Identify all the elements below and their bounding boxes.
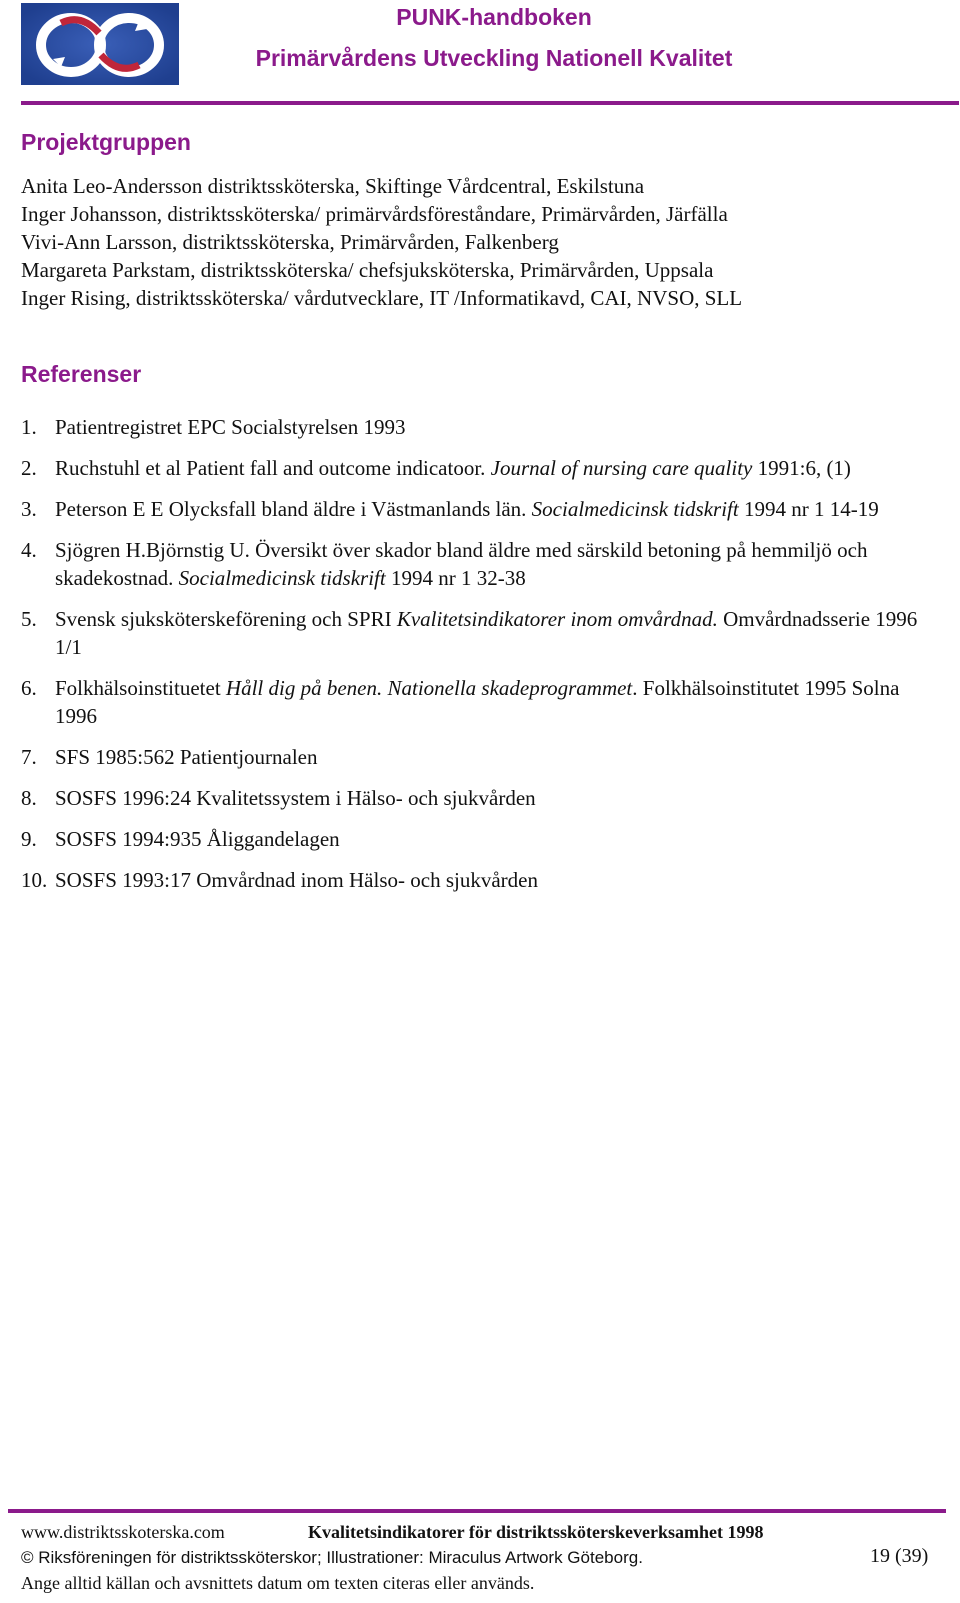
page-number: 19 (39) — [870, 1545, 929, 1567]
member-item: Vivi-Ann Larsson, distriktssköterska, Primärvården, Falkenberg — [21, 230, 559, 254]
member-item: Inger Rising, distriktssköterska/ vårdutvecklare, IT /Informatikavd, CAI, NVSO, SLL — [21, 286, 743, 310]
reference-item — [21, 454, 921, 482]
member-item: Inger Johansson, distriktssköterska/ primärvårdsföreståndare, Primärvården, Järfälla — [21, 202, 728, 226]
reference-text: Svensk sjuksköterskeförening och SPRI Kvalitetsindikatorer inom omvårdnad. Omvårdnadsserie 1996 1/1 — [55, 607, 918, 659]
reference-text: Ruchstuhl et al Patient fall and outcome indicatoor. Journal of nursing care quality 1991:6, (1) — [55, 456, 851, 480]
reference-number: 5. — [21, 607, 37, 631]
document-title: Kvalitetsindikatorer för distriktssköterskeverksamhet 1998 — [308, 1522, 764, 1542]
reference-item — [21, 605, 921, 661]
footer-note: Ange alltid källan och avsnittets datum om texten citeras eller används. — [21, 1573, 535, 1593]
footer-line-2 — [21, 1545, 941, 1568]
member-item: Margareta Parkstam, distriktssköterska/ chefsjuksköterska, Primärvården, Uppsala — [21, 258, 714, 282]
reference-text: SFS 1985:562 Patientjournalen — [55, 745, 318, 769]
reference-number: 3. — [21, 497, 37, 521]
reference-number: 10. — [21, 868, 48, 892]
projektgruppen-heading: Projektgruppen — [21, 129, 191, 155]
reference-text: SOSFS 1994:935 Åliggandelagen — [55, 827, 340, 851]
reference-text: Sjögren H.Björnstig U. Översikt över skador bland äldre med särskild betoning på hemmiljö och skadekostnad. Socialmedicinsk tidskrift 1994 nr 1 32-38 — [55, 538, 868, 590]
website-link[interactable]: www.distriktsskoterska.com — [21, 1522, 225, 1542]
reference-text: Patientregistret EPC Socialstyrelsen 1993 — [55, 415, 406, 439]
reference-number: 6. — [21, 676, 37, 700]
reference-item — [21, 674, 921, 730]
reference-number: 2. — [21, 456, 37, 480]
header-title: PUNK-handboken — [396, 4, 592, 30]
header-divider — [21, 101, 959, 105]
reference-number: 8. — [21, 786, 37, 810]
reference-text: SOSFS 1993:17 Omvårdnad inom Hälso- och sjukvården — [55, 868, 538, 892]
punk-logo — [21, 3, 179, 85]
member-item: Anita Leo-Andersson distriktssköterska, Skiftinge Vårdcentral, Eskilstuna — [21, 174, 645, 198]
reference-item — [21, 866, 921, 894]
reference-text: Folkhälsoinstituetet Håll dig på benen. Nationella skadeprogrammet. Folkhälsoinstitutet 1995 Solna 1996 — [55, 676, 900, 728]
header-subtitle: Primärvårdens Utveckling Nationell Kvalitet — [255, 45, 733, 71]
referenser-heading: Referenser — [21, 361, 142, 387]
reference-number: 1. — [21, 415, 37, 439]
footer-divider — [8, 1509, 946, 1513]
reference-item — [21, 495, 921, 523]
member-list — [21, 172, 941, 312]
reference-text: Peterson E E Olycksfall bland äldre i Västmanlands län. Socialmedicinsk tidskrift 1994 nr 1 14-19 — [55, 497, 879, 521]
reference-item — [21, 536, 921, 592]
copyright-text: © Riksföreningen för distriktssköterskor; Illustrationer: Miraculus Artwork Göteborg. — [21, 1548, 643, 1567]
reference-item — [21, 413, 921, 441]
reference-item — [21, 825, 921, 853]
reference-number: 9. — [21, 827, 37, 851]
reference-text: SOSFS 1996:24 Kvalitetssystem i Hälso- och sjukvården — [55, 786, 536, 810]
reference-item — [21, 784, 921, 812]
reference-number: 4. — [21, 538, 37, 562]
reference-list — [21, 413, 921, 907]
reference-number: 7. — [21, 745, 37, 769]
reference-item — [21, 743, 921, 771]
